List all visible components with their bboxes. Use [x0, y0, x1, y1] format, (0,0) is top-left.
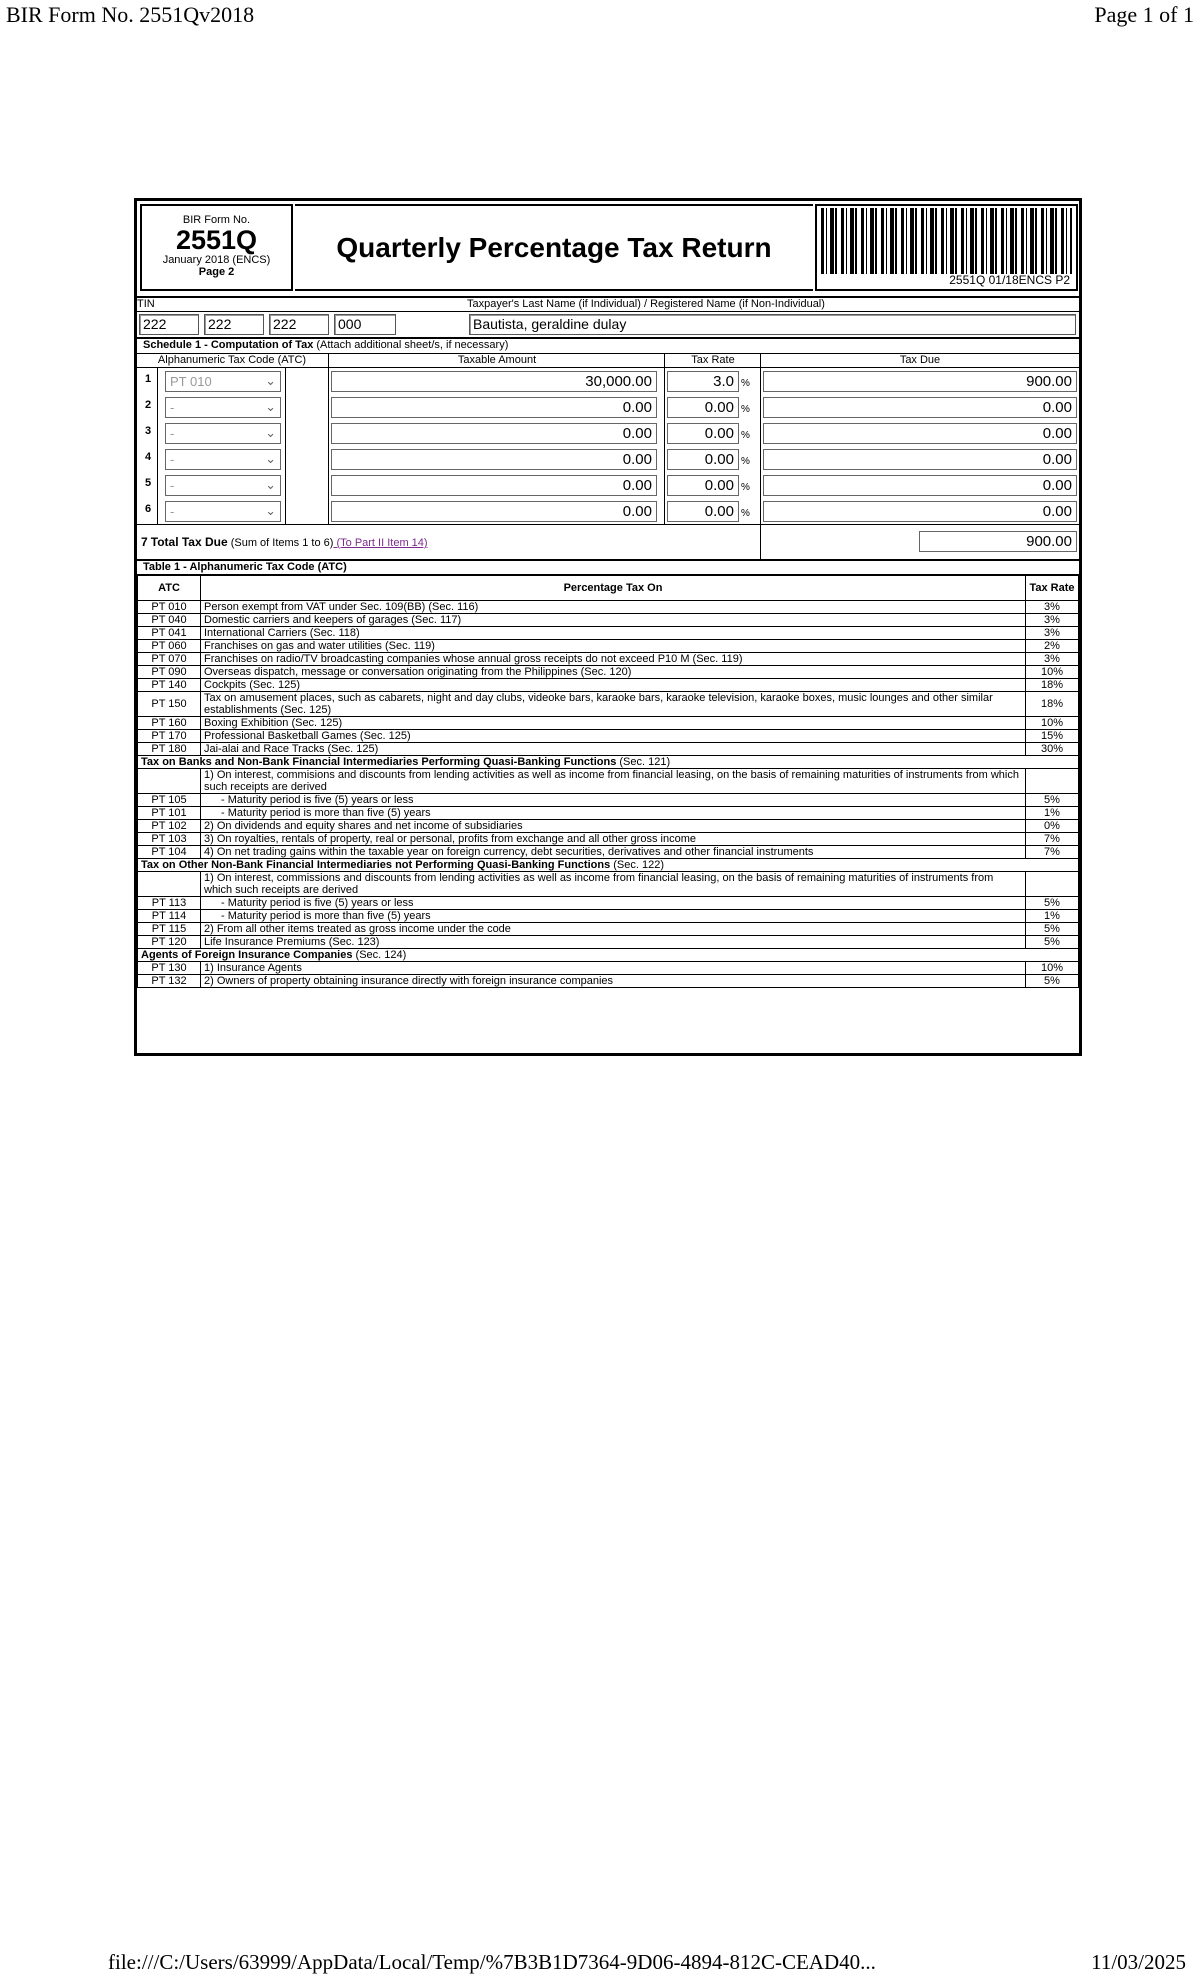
percent-sign: % — [741, 456, 750, 467]
percent-sign: % — [741, 378, 750, 389]
atc-code: PT 120 — [138, 936, 201, 949]
percent-sign: % — [741, 482, 750, 493]
atc-rate: 10% — [1026, 962, 1079, 975]
name-label: Taxpayer's Last Name (if Individual) / Registered Name (if Non-Individual) — [467, 298, 825, 310]
schedule1-row-6 — [137, 498, 1079, 524]
atc-code: PT 140 — [138, 679, 201, 692]
atc-rate: 5% — [1026, 936, 1079, 949]
atc-code: PT 070 — [138, 653, 201, 666]
tax-due-field: 0.00 — [763, 475, 1077, 496]
atc-code: PT 132 — [138, 975, 201, 988]
divider — [328, 354, 329, 367]
banks-section-title-cell — [138, 756, 1079, 769]
divider — [760, 368, 761, 524]
atc-select-value: - — [170, 400, 175, 415]
atc-table — [137, 575, 1079, 988]
atc-select[interactable] — [165, 475, 281, 496]
atc-rate: 3% — [1026, 601, 1079, 614]
atc-description: Person exempt from VAT under Sec. 109(BB) (Sec. 116) — [201, 601, 1026, 614]
atc-description: Tax on amusement places, such as cabarets, night and day clubs, videoke bars, karaoke bars, karaoke television, karaoke boxes, music lounges and other similar establishments (Sec. 125) — [201, 692, 1026, 717]
atc-rate: 18% — [1026, 679, 1079, 692]
banks-section-title-sec: (Sec. 121) — [616, 756, 671, 768]
atc-select-value: - — [170, 426, 175, 441]
divider — [157, 368, 158, 524]
bir-form — [134, 198, 1082, 1056]
atc-code: PT 170 — [138, 730, 201, 743]
banks-section-title-text: Tax on Banks and Non-Bank Financial Intermediaries Performing Quasi-Banking Functions — [141, 756, 617, 768]
taxable-amount-field[interactable]: 0.00 — [331, 423, 657, 444]
taxable-amount-field[interactable]: 0.00 — [331, 475, 657, 496]
form-page: Page 2 — [198, 266, 235, 278]
table-row — [138, 614, 1079, 627]
tin-field-3[interactable]: 222 — [269, 314, 329, 335]
table-row — [138, 820, 1079, 833]
header-percentage-tax-on: Percentage Tax On — [201, 576, 1026, 601]
header-atc: Alphanumeric Tax Code (ATC) — [157, 354, 307, 366]
divider — [285, 368, 286, 524]
chevron-down-icon: ⌄ — [265, 451, 276, 466]
total-label — [141, 535, 428, 549]
atc-description: - Maturity period is more than five (5) years — [201, 910, 1026, 923]
other-intro — [138, 872, 1079, 897]
atc-description: Jai-alai and Race Tracks (Sec. 125) — [201, 743, 1026, 756]
tin-label: TIN — [137, 298, 155, 310]
table-row — [138, 833, 1079, 846]
tax-due-field: 0.00 — [763, 449, 1077, 470]
total-title: Total Tax Due — [150, 535, 228, 549]
table-row — [138, 640, 1079, 653]
divider — [760, 354, 761, 367]
form-no: 2551Q — [175, 225, 258, 255]
atc-rate: 15% — [1026, 730, 1079, 743]
atc-code: PT 115 — [138, 923, 201, 936]
taxable-amount-field[interactable]: 30,000.00 — [331, 371, 657, 392]
total-note: (Sum of Items 1 to 6) — [227, 537, 334, 549]
taxable-amount-field[interactable]: 0.00 — [331, 501, 657, 522]
atc-code: PT 101 — [138, 807, 201, 820]
other-section-title-sec: (Sec. 122) — [610, 859, 665, 871]
banks-intro — [138, 769, 1079, 794]
atc-table-header — [138, 576, 1079, 601]
atc-rate: 5% — [1026, 794, 1079, 807]
agents-section-title — [138, 949, 1079, 962]
atc-description: Domestic carriers and keepers of garages (Sec. 117) — [201, 614, 1026, 627]
atc-description: Professional Basketball Games (Sec. 125) — [201, 730, 1026, 743]
tax-due-field: 0.00 — [763, 501, 1077, 522]
atc-select[interactable] — [165, 371, 281, 392]
atc-code: PT 060 — [138, 640, 201, 653]
page-footer-path: file:///C:/Users/63999/AppData/Local/Temp/%7B3B1D7364-9D06-4894-812C-CEAD40... — [108, 1950, 876, 1974]
taxpayer-row — [137, 312, 1079, 339]
table-row — [138, 717, 1079, 730]
atc-description: Franchises on radio/TV broadcasting companies whose annual gross receipts do not exceed P10 M (Sec. 119) — [201, 653, 1026, 666]
row-number: 6 — [145, 503, 152, 515]
table-row — [138, 975, 1079, 988]
atc-code: PT 114 — [138, 910, 201, 923]
tin-field-1[interactable]: 222 — [139, 314, 199, 335]
page-header-left: BIR Form No. 2551Qv2018 — [6, 2, 255, 27]
table-row — [138, 910, 1079, 923]
agents-section-title-cell — [138, 949, 1079, 962]
taxable-amount-field[interactable]: 0.00 — [331, 449, 657, 470]
taxable-amount-field[interactable]: 0.00 — [331, 397, 657, 418]
page-footer-date: 11/03/2025 — [1091, 1950, 1186, 1974]
divider — [760, 525, 761, 559]
atc-description: - Maturity period is five (5) years or less — [201, 794, 1026, 807]
empty-cell — [138, 872, 201, 897]
tax-rate-field[interactable]: 0.00 — [667, 501, 739, 522]
atc-rate: 3% — [1026, 653, 1079, 666]
row-number: 1 — [145, 373, 152, 385]
banks-intro-text: 1) On interest, commisions and discounts from lending activities as well as income from financial leasing, on the basis of remaining maturities of instruments from which such receipts are derived — [201, 769, 1026, 794]
banks-section-title — [138, 756, 1079, 769]
atc-description: Life Insurance Premiums (Sec. 123) — [201, 936, 1026, 949]
form-version: January 2018 (ENCS) — [162, 254, 271, 266]
chevron-down-icon: ⌄ — [265, 503, 276, 518]
header-tax-due: Tax Due — [899, 354, 941, 366]
percent-sign: % — [741, 404, 750, 415]
atc-description: Cockpits (Sec. 125) — [201, 679, 1026, 692]
divider — [664, 368, 665, 524]
table-row — [138, 897, 1079, 910]
tax-due-field: 0.00 — [763, 397, 1077, 418]
form-header — [137, 201, 1079, 298]
form-number-box — [140, 204, 293, 291]
atc-code: PT 180 — [138, 743, 201, 756]
atc-rate: 3% — [1026, 627, 1079, 640]
form-title: Quarterly Percentage Tax Return — [295, 204, 813, 291]
atc-description: 2) On dividends and equity shares and net income of subsidiaries — [201, 820, 1026, 833]
atc-description: 3) On royalties, rentals of property, real or personal, profits from exchange and all other gross income — [201, 833, 1026, 846]
tax-rate-field[interactable]: 0.00 — [667, 449, 739, 470]
other-section-title-cell — [138, 859, 1079, 872]
atc-select[interactable] — [165, 423, 281, 444]
atc-rate: 5% — [1026, 923, 1079, 936]
atc-select-value: PT 010 — [170, 374, 212, 389]
other-section-title — [138, 859, 1079, 872]
tax-rate-field[interactable]: 0.00 — [667, 475, 739, 496]
agents-section-title-sec: (Sec. 124) — [352, 949, 407, 961]
form-no-label: BIR Form No. — [182, 214, 251, 226]
atc-code: PT 130 — [138, 962, 201, 975]
atc-select-value: - — [170, 504, 175, 519]
tax-rate-field[interactable]: 0.00 — [667, 397, 739, 418]
barcode-box — [815, 204, 1078, 291]
other-section-title-text: Tax on Other Non-Bank Financial Intermediaries not Performing Quasi-Banking Functions — [141, 859, 611, 871]
schedule1-row-5 — [137, 472, 1079, 498]
tax-rate-field[interactable]: 3.0 — [667, 371, 739, 392]
other-intro-text: 1) On interest, commissions and discounts from lending activities as well as income from financial leasing, on the basis of remaining maturities of instruments from which such receipts are derived — [201, 872, 1026, 897]
atc-select-value: - — [170, 478, 175, 493]
tin-field-4[interactable]: 000 — [334, 314, 396, 335]
table-row — [138, 962, 1079, 975]
atc-rate: 3% — [1026, 614, 1079, 627]
table-row — [138, 627, 1079, 640]
table-row — [138, 679, 1079, 692]
atc-select-value: - — [170, 452, 175, 467]
percent-sign: % — [741, 430, 750, 441]
total-tax-due-row — [137, 524, 1079, 561]
schedule1-rows — [137, 368, 1079, 524]
schedule1-title-note: (Attach additional sheet/s, if necessary) — [313, 339, 509, 351]
row-number: 4 — [145, 451, 152, 463]
atc-code: PT 041 — [138, 627, 201, 640]
atc-code: PT 150 — [138, 692, 201, 717]
schedule1-column-headers — [137, 354, 1079, 368]
atc-rate: 30% — [1026, 743, 1079, 756]
header-taxable-amount: Taxable Amount — [457, 354, 537, 366]
total-number: 7 — [141, 535, 148, 549]
table-row — [138, 846, 1079, 859]
taxpayer-labels — [137, 298, 1079, 312]
schedule1-title — [137, 339, 1079, 354]
atc-description: - Maturity period is more than five (5) years — [201, 807, 1026, 820]
barcode-code: 2551Q 01/18ENCS P2 — [949, 273, 1070, 287]
chevron-down-icon: ⌄ — [265, 399, 276, 414]
table-row — [138, 743, 1079, 756]
atc-description: Franchises on gas and water utilities (Sec. 119) — [201, 640, 1026, 653]
chevron-down-icon: ⌄ — [265, 477, 276, 492]
atc-code: PT 160 — [138, 717, 201, 730]
empty-cell — [1026, 769, 1079, 794]
atc-description: Boxing Exhibition (Sec. 125) — [201, 717, 1026, 730]
taxpayer-name-field[interactable]: Bautista, geraldine dulay — [469, 314, 1076, 335]
header-tax-rate: Tax Rate — [691, 354, 735, 366]
barcode-image — [821, 208, 1072, 274]
atc-rate: 7% — [1026, 833, 1079, 846]
tin-field-2[interactable]: 222 — [204, 314, 264, 335]
row-number: 3 — [145, 425, 152, 437]
atc-rate: 10% — [1026, 717, 1079, 730]
table-row — [138, 666, 1079, 679]
header-atc: ATC — [138, 576, 201, 601]
atc-rate: 1% — [1026, 807, 1079, 820]
percent-sign: % — [741, 508, 750, 519]
atc-description: International Carriers (Sec. 118) — [201, 627, 1026, 640]
atc-code: PT 010 — [138, 601, 201, 614]
atc-description: Overseas dispatch, message or conversation originating from the Philippines (Sec. 120) — [201, 666, 1026, 679]
tax-due-field: 900.00 — [763, 371, 1077, 392]
atc-select[interactable] — [165, 449, 281, 470]
table-row — [138, 692, 1079, 717]
schedule1-row-3 — [137, 420, 1079, 446]
divider — [328, 368, 329, 524]
atc-select[interactable] — [165, 501, 281, 522]
table-row — [138, 601, 1079, 614]
atc-rate: 5% — [1026, 897, 1079, 910]
atc-description: 2) Owners of property obtaining insurance directly with foreign insurance companies — [201, 975, 1026, 988]
header-tax-rate: Tax Rate — [1026, 576, 1079, 601]
row-number: 5 — [145, 477, 152, 489]
atc-code: PT 103 — [138, 833, 201, 846]
table-row — [138, 653, 1079, 666]
total-tax-due-field: 900.00 — [919, 531, 1077, 552]
atc-rate: 10% — [1026, 666, 1079, 679]
table-row — [138, 794, 1079, 807]
table-row — [138, 923, 1079, 936]
schedule1-title-text: Schedule 1 - Computation of Tax — [143, 339, 314, 351]
chevron-down-icon: ⌄ — [265, 373, 276, 388]
atc-description: - Maturity period is five (5) years or less — [201, 897, 1026, 910]
atc-description: 1) Insurance Agents — [201, 962, 1026, 975]
table-row — [138, 807, 1079, 820]
atc-description: 4) On net trading gains within the taxable year on foreign currency, debt securities, derivatives and other financial instruments — [201, 846, 1026, 859]
table-row — [138, 730, 1079, 743]
atc-code: PT 102 — [138, 820, 201, 833]
atc-code: PT 113 — [138, 897, 201, 910]
atc-code: PT 105 — [138, 794, 201, 807]
page-header-right: Page 1 of 1 — [1094, 2, 1194, 27]
atc-rate: 7% — [1026, 846, 1079, 859]
atc-rate: 0% — [1026, 820, 1079, 833]
divider — [664, 354, 665, 367]
table1-title: Table 1 - Alphanumeric Tax Code (ATC) — [137, 561, 1079, 575]
atc-code: PT 040 — [138, 614, 201, 627]
atc-code: PT 090 — [138, 666, 201, 679]
atc-rate: 2% — [1026, 640, 1079, 653]
schedule1-row-2 — [137, 394, 1079, 420]
atc-description: 2) From all other items treated as gross income under the code — [201, 923, 1026, 936]
atc-rate: 18% — [1026, 692, 1079, 717]
atc-code: PT 104 — [138, 846, 201, 859]
table-row — [138, 936, 1079, 949]
row-number: 2 — [145, 399, 152, 411]
schedule1-row-1 — [137, 368, 1079, 394]
tax-due-field: 0.00 — [763, 423, 1077, 444]
agents-section-title-text: Agents of Foreign Insurance Companies — [141, 949, 353, 961]
atc-rate: 1% — [1026, 910, 1079, 923]
chevron-down-icon: ⌄ — [265, 425, 276, 440]
empty-cell — [1026, 872, 1079, 897]
schedule1-row-4 — [137, 446, 1079, 472]
total-link[interactable]: (To Part II Item 14) — [333, 537, 428, 549]
empty-cell — [138, 769, 201, 794]
tax-rate-field[interactable]: 0.00 — [667, 423, 739, 444]
atc-select[interactable] — [165, 397, 281, 418]
atc-rate: 5% — [1026, 975, 1079, 988]
